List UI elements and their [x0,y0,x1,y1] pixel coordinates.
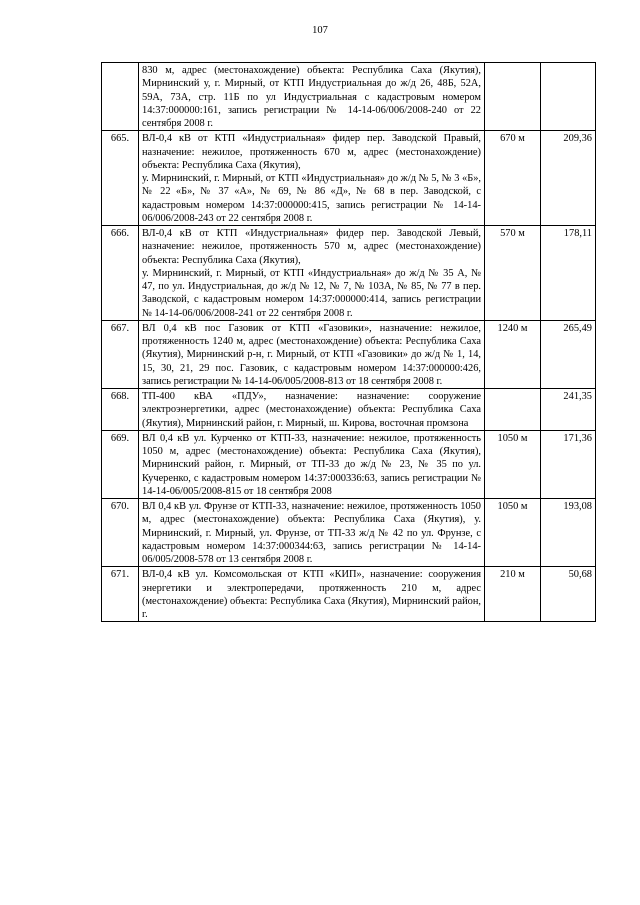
table-row-continuation [102,63,596,131]
row-number: 669. [102,430,139,498]
object-length: 670 м [485,131,541,226]
registry-table-body [102,63,596,622]
object-value [541,63,596,131]
object-description: ВЛ-0,4 кВ от КТП «Индустриальная» фидер пер. Заводской Правый, назначение: нежилое, протяженность 670 м, адрес (местонахождение) объекта: Республика Саха (Якутия), у. Мирнинский, г. Мирный, от КТП «Индустриальная» до ж/д № 5, № 3 «Б», № 22 «Б», № 37 «А», № 69, № 86 «Д», № 68 в пер. Заводской, с кадастровым номером 14:37:000000:415, запись регистрации № 14-14-06/006/2008-243 от 22 сентября 2008 г. [139,131,485,226]
row-number: 670. [102,499,139,567]
table-row-666 [102,226,596,321]
property-registry-table [101,62,596,622]
row-number: 671. [102,567,139,622]
object-value: 265,49 [541,320,596,388]
object-description: ТП-400 кВА «ПДУ», назначение: назначение: сооружение электроэнергетики, адрес (местонахождение) объекта: Республика Саха (Якутия), Мирнинский район, г. Мирный, ш. Кирова, восточная промзона [139,389,485,431]
table-row-670 [102,499,596,567]
object-description: ВЛ 0,4 кВ ул. Фрунзе от КТП-33, назначение: нежилое, протяженность 1050 м, адрес (местонахождение) объекта: Республика Саха (Якутия), у. Мирнинский, г. Мирный, ул. Фрунзе, от ТП-33 ж/д № 42 по ул. Фрунзе, с кадастровым номером 14:37:000344:63, запись регистрации № 14-14-06/005/2008-578 от 13 сентября 2008 г. [139,499,485,567]
object-value: 178,11 [541,226,596,321]
object-length: 1050 м [485,499,541,567]
object-value: 209,36 [541,131,596,226]
object-length: 1240 м [485,320,541,388]
row-number [102,63,139,131]
object-length [485,389,541,431]
object-value: 171,36 [541,430,596,498]
object-description: ВЛ 0,4 кВ пос Газовик от КТП «Газовики», назначение: нежилое, протяженность 1240 м, адрес (местонахождение) объекта: Республика Саха (Якутия), Мирнинский р-н, г. Мирный, от КТП «Газовики» до ж/д № 1, 14, 15, 30, 21, 29 пос. Газовик, с кадастровым номером 14:37:000000:426, запись регистрации № 14-14-06/005/2008-813 от 18 сентября 2008 г. [139,320,485,388]
table-row-667 [102,320,596,388]
object-length: 1050 м [485,430,541,498]
row-number: 667. [102,320,139,388]
row-number: 666. [102,226,139,321]
object-length [485,63,541,131]
object-value: 193,08 [541,499,596,567]
table-row-669 [102,430,596,498]
object-description: ВЛ 0,4 кВ ул. Курченко от КТП-33, назначение: нежилое, протяженность 1050 м, адрес (местонахождение) объекта: Республика Саха (Якутия), Мирнинский район, г. Мирный, от ТП-33 до ж/д № 23, № 35 по ул. Кучеренко, с кадастровым номером 14:37:000336:63, запись регистрации № 14-14-06/005/2008-815 от 18 сентября 2008 [139,430,485,498]
page-number: 107 [312,25,328,36]
object-value: 50,68 [541,567,596,622]
object-value: 241,35 [541,389,596,431]
object-description: ВЛ-0,4 кВ от КТП «Индустриальная» фидер пер. Заводской Левый, назначение: нежилое, протяженность 570 м, адрес (местонахождение) объекта: Республика Саха (Якутия), у. Мирнинский, г. Мирный, от КТП «Индустриальная» до ж/д № 35 А, № 47, по ул. Индустриальная, до ж/д № 12, № 7, № 103А, № 85, № 77 в пер. Заводской, с кадастровым номером 14:37:000000:414, запись регистрации № 14-14-06/006/2008-241 от 22 сентября 2008 г. [139,226,485,321]
row-number: 668. [102,389,139,431]
object-length: 570 м [485,226,541,321]
object-description: 830 м, адрес (местонахождение) объекта: Республика Саха (Якутия), Мирнинский у, г. Мирный, от КТП Индустриальная до ж/д 26, 48Б, 52А, 59А, 73А, стр. 11Б по ул Индустриальная с кадастровым номером 14:37:000000:161, запись регистрации № 14-14-06/006/2008-240 от 22 сентября 2008 г. [139,63,485,131]
object-description: ВЛ-0,4 кВ ул. Комсомольская от КТП «КИП», назначение: сооружения энергетики и электропередачи, протяженность 210 м, адрес (местонахождение) объекта: Республика Саха (Якутия), Мирнинский район, г. [139,567,485,622]
table-row-665 [102,131,596,226]
table-row-668 [102,389,596,431]
table-row-671 [102,567,596,622]
object-length: 210 м [485,567,541,622]
row-number: 665. [102,131,139,226]
